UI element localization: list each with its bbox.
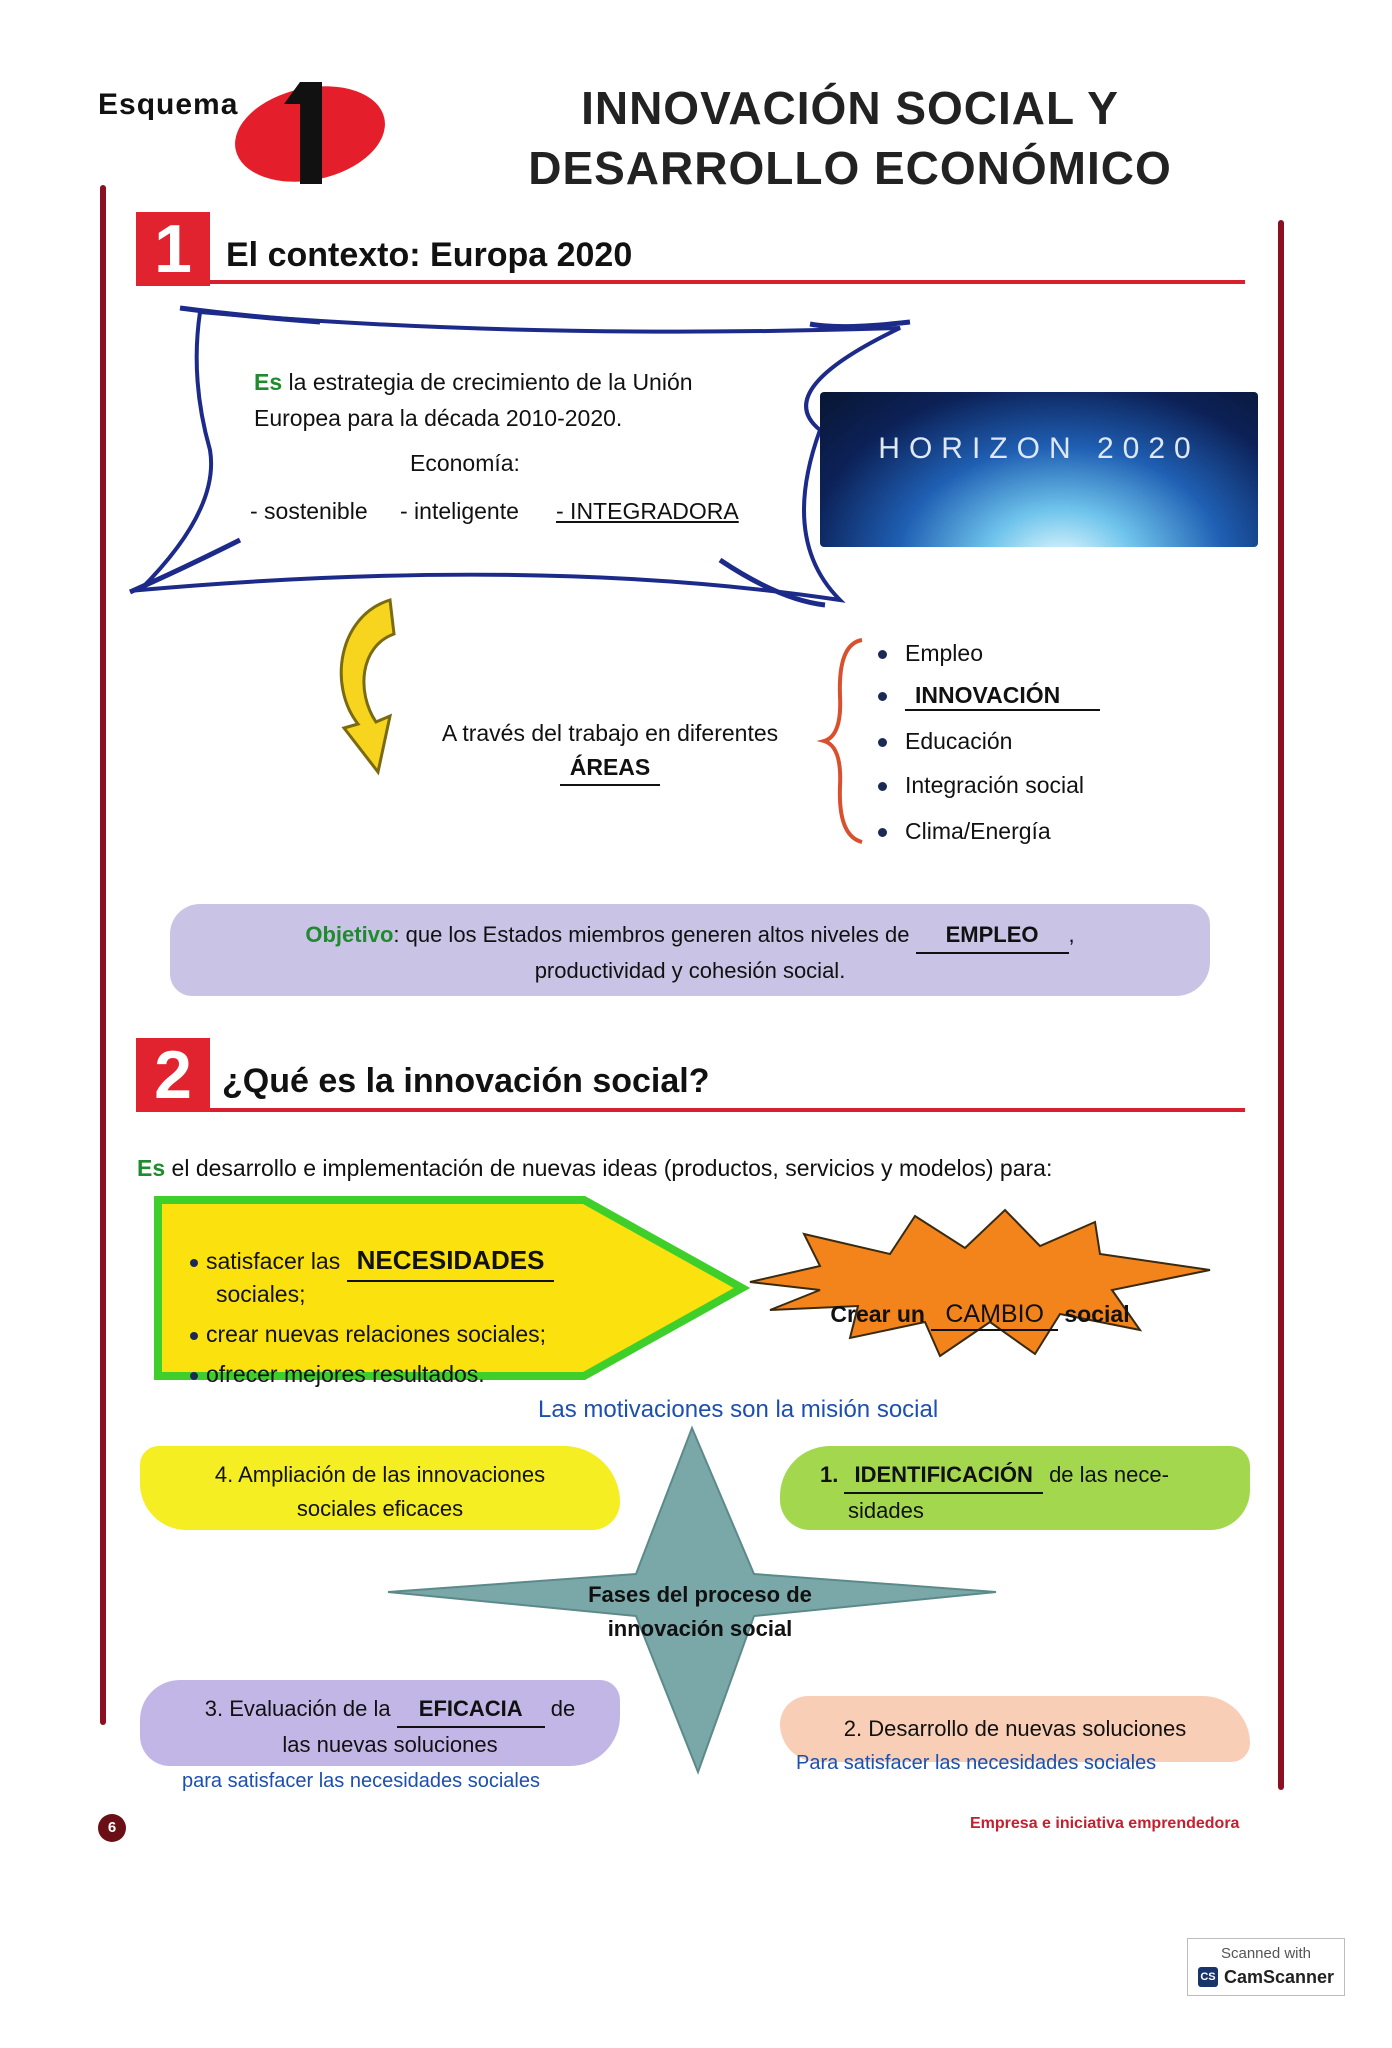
needs-list bbox=[190, 1240, 554, 1394]
needs-item-3: ofrecer mejores resultados. bbox=[190, 1354, 554, 1394]
phase-2-note: Para satisfacer las necesidades sociales bbox=[796, 1752, 1157, 1774]
section-1-title: El contexto: Europa 2020 bbox=[226, 236, 633, 274]
area-item: INNOVACIÓN bbox=[878, 682, 1100, 711]
horizon-2020-caption: HORIZON 2020 bbox=[878, 432, 1200, 465]
book-title: Empresa e iniciativa emprendedora bbox=[970, 1815, 1240, 1832]
camscanner-logo-icon: CS bbox=[1198, 1967, 1218, 1987]
page-title bbox=[480, 78, 1220, 198]
social-innovation-definition bbox=[137, 1155, 1052, 1182]
phase-2-text: 2. Desarrollo de nuevas soluciones bbox=[843, 1716, 1187, 1741]
watermark-brand: CamScanner bbox=[1224, 1967, 1335, 1987]
section-1-number: 1 bbox=[136, 212, 210, 286]
economy-item-intelligent: - inteligente bbox=[400, 498, 519, 524]
definition-text: la estrategia de crecimiento de la Unión Europea para la década 2010-2020. bbox=[254, 369, 693, 431]
area-item: Integración social bbox=[878, 772, 1084, 799]
phases-center-label: Fases del proceso de innovación social bbox=[588, 1582, 812, 1641]
definition-frame bbox=[120, 300, 920, 620]
europe2020-definition bbox=[254, 364, 784, 436]
phase-3-text: 3. Evaluación de la EFICACIA de las nuevas soluciones bbox=[170, 1692, 610, 1762]
change-prefix: Crear un bbox=[830, 1301, 925, 1327]
title-line-1: INNOVACIÓN SOCIAL Y bbox=[581, 82, 1119, 134]
unit-logo bbox=[228, 65, 393, 188]
area-item: Clima/Energía bbox=[878, 818, 1051, 845]
needs-item-1-cont: sociales; bbox=[216, 1281, 306, 1307]
section-2-number: 2 bbox=[136, 1038, 210, 1112]
esquema-label: Esquema bbox=[98, 88, 239, 121]
objective-text-b: productividad y cohesión social. bbox=[534, 958, 846, 983]
areas-text: A través del trabajo en diferentes bbox=[441, 720, 779, 746]
motivations-note: Las motivaciones son la misión social bbox=[538, 1396, 939, 1423]
logo-number: 1 bbox=[228, 65, 237, 82]
section-2-rule bbox=[210, 1108, 1245, 1112]
economy-label: Economía: bbox=[410, 450, 520, 476]
definition-keyword: Es bbox=[254, 369, 283, 395]
objective-keyword: Objetivo bbox=[305, 922, 394, 947]
economy-item-inclusive: - INTEGRADORA bbox=[556, 498, 739, 524]
page-number: 6 bbox=[98, 1814, 126, 1842]
objective-box: Objetivo: que los Estados miembros generen altos niveles de EMPLEO , productividad y cohesión social. bbox=[170, 904, 1210, 996]
needs-item-2: crear nuevas relaciones sociales; bbox=[190, 1314, 554, 1354]
brace-icon bbox=[820, 636, 870, 846]
change-text bbox=[790, 1300, 1170, 1331]
phase-3-note: para satisfacer las necesidades sociales bbox=[182, 1770, 540, 1792]
change-burst bbox=[740, 1210, 1230, 1360]
logo-one-stem bbox=[300, 82, 322, 184]
area-item: Educación bbox=[878, 728, 1012, 755]
section-1-rule bbox=[210, 280, 1245, 284]
change-answer: CAMBIO bbox=[931, 1300, 1058, 1331]
left-frame-line bbox=[100, 185, 106, 1725]
section-2-title: ¿Qué es la innovación social? bbox=[222, 1062, 710, 1100]
phase-4-text: 4. Ampliación de las innovaciones sociales eficaces bbox=[214, 1462, 546, 1521]
camscanner-watermark bbox=[1187, 1938, 1345, 1996]
phase-1-text: 1. IDENTIFICACIÓN de las nece- sidades bbox=[820, 1458, 1240, 1528]
definition-2-text: el desarrollo e implementación de nuevas ideas (productos, servicios y modelos) para: bbox=[171, 1155, 1053, 1181]
watermark-scanned-text: Scanned with bbox=[1220, 1945, 1312, 1962]
curved-arrow-icon bbox=[328, 596, 408, 776]
right-frame-line bbox=[1278, 220, 1284, 1790]
areas-answer: ÁREAS bbox=[560, 750, 661, 786]
needs-item-1: satisfacer las NECESIDADES bbox=[190, 1240, 554, 1282]
objective-answer: EMPLEO bbox=[916, 918, 1069, 954]
horizon-2020-image bbox=[820, 392, 1258, 547]
area-item: Empleo bbox=[878, 640, 983, 667]
areas-sentence bbox=[400, 716, 820, 786]
change-suffix: social bbox=[1064, 1301, 1130, 1327]
definition-2-keyword: Es bbox=[137, 1155, 166, 1181]
objective-text-a: : que los Estados miembros generen altos niveles de bbox=[393, 922, 910, 947]
title-line-2: DESARROLLO ECONÓMICO bbox=[528, 142, 1172, 194]
economy-item-sustainable: - sostenible bbox=[250, 498, 368, 524]
